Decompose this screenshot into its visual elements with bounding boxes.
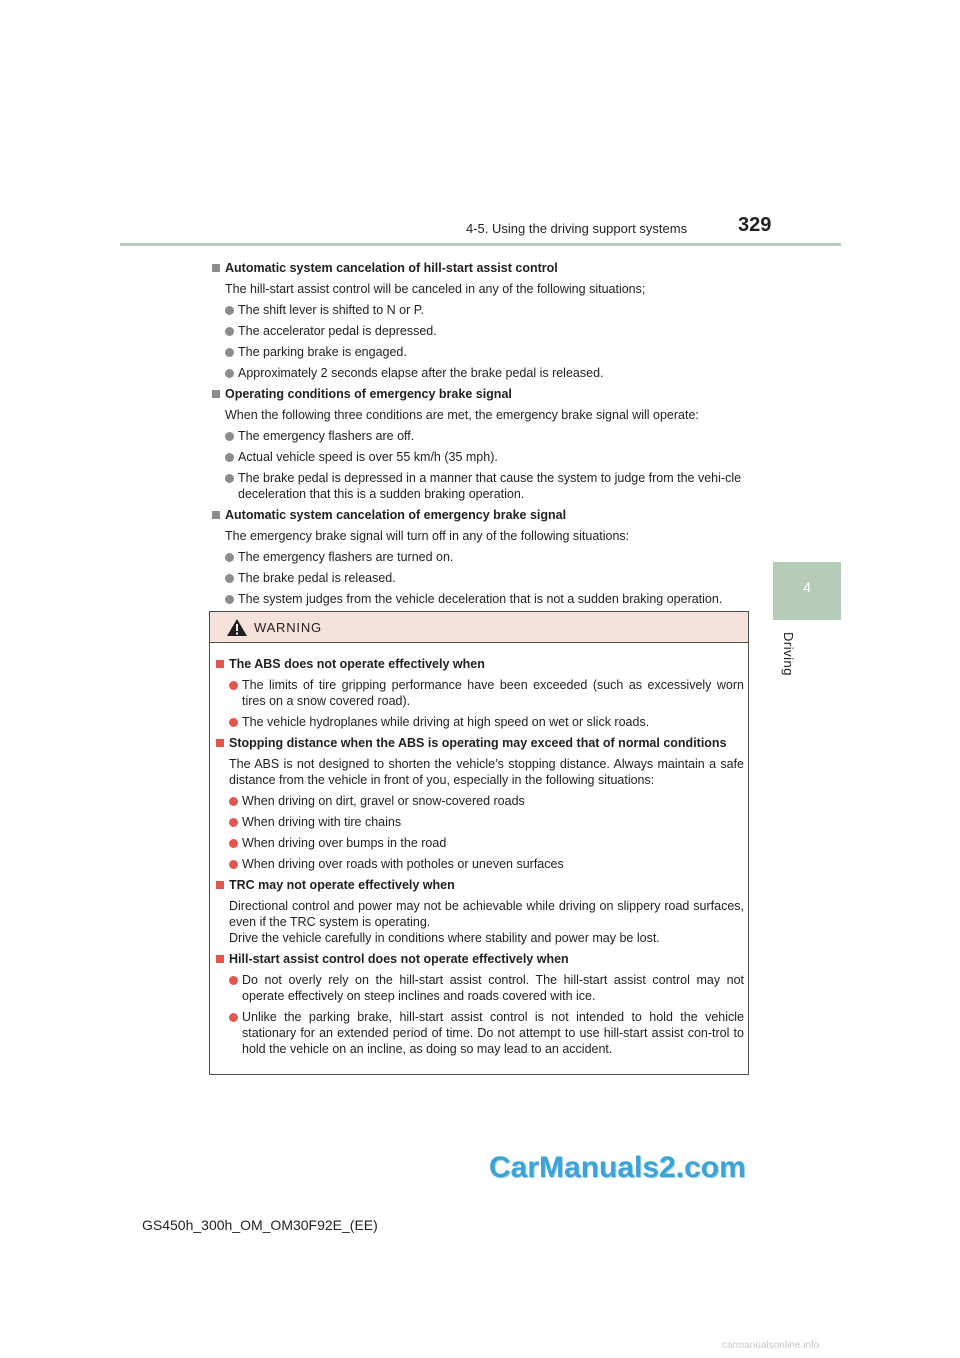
section-intro: The hill-start assist control will be canceled in any of the following situations; [225, 282, 646, 296]
warning-section-heading: Stopping distance when the ABS is operating may exceed that of normal conditions [210, 735, 744, 751]
warning-section-heading: Hill-start assist control does not operate effectively when [210, 951, 744, 967]
warning-section-intro: Drive the vehicle carefully in conditions where stability and power may be lost. [229, 931, 660, 945]
list-item: Actual vehicle speed is over 55 km/h (35 mph). [210, 449, 750, 465]
chapter-tab-number: 4 [803, 579, 811, 595]
header-title: 4-5. Using the driving support systems [466, 221, 688, 236]
list-item: When driving over bumps in the road [210, 835, 744, 851]
list-item: The system judges from the vehicle deceleration that is not a sudden braking operation. [210, 591, 750, 607]
list-item: The parking brake is engaged. [210, 344, 750, 360]
section-heading: Operating conditions of emergency brake signal [210, 386, 750, 402]
list-item: The vehicle hydroplanes while driving at high speed on wet or slick roads. [210, 714, 744, 730]
list-item: When driving over roads with potholes or uneven surfaces [210, 856, 744, 872]
header-rule [120, 243, 841, 246]
list-item: The shift lever is shifted to N or P. [210, 302, 750, 318]
section-intro: When the following three conditions are met, the emergency brake signal will operate: [225, 408, 699, 422]
list-item: Do not overly rely on the hill-start assist control. The hill-start assist control may not operate effectively on steep inclines and roads covered with ice. [210, 972, 744, 1004]
bottom-watermark: carmanualsonline.info [722, 1340, 820, 1351]
list-item: The limits of tire gripping performance have been exceeded (such as excessively worn tires on a snow covered road). [210, 677, 744, 709]
list-item: The accelerator pedal is depressed. [210, 323, 750, 339]
section-heading: Automatic system cancelation of emergency brake signal [210, 507, 750, 523]
warning-triangle-icon [226, 618, 248, 637]
section-heading: Automatic system cancelation of hill-start assist control [210, 260, 750, 276]
warning-section-heading: TRC may not operate effectively when [210, 877, 744, 893]
list-item: Approximately 2 seconds elapse after the brake pedal is released. [210, 365, 750, 381]
section-intro: The emergency brake signal will turn off in any of the following situations: [225, 529, 630, 543]
warning-header [210, 612, 748, 643]
warning-box [209, 611, 749, 1075]
page-number: 329 [738, 214, 772, 236]
list-item: Unlike the parking brake, hill-start assist control is not intended to hold the vehicle stationary for an extended period of time. Do not attempt to use hill-start assist con-trol to hold the vehicle on an incline, as doing so may lead to an accident. [210, 1009, 744, 1057]
watermark-logo: CarManuals2.com [489, 1151, 746, 1184]
list-item: The emergency flashers are off. [210, 428, 750, 444]
list-item: When driving on dirt, gravel or snow-covered roads [210, 793, 744, 809]
list-item: The emergency flashers are turned on. [210, 549, 750, 565]
list-item: When driving with tire chains [210, 814, 744, 830]
warning-section-heading: The ABS does not operate effectively when [210, 656, 744, 672]
chapter-tab-label: Driving [781, 632, 796, 676]
list-item: The brake pedal is depressed in a manner that cause the system to judge from the vehi-cle deceleration that this is a sudden braking operation. [210, 470, 750, 502]
main-content [210, 255, 750, 607]
list-item: The brake pedal is released. [210, 570, 750, 586]
warning-label: WARNING [254, 620, 322, 635]
chapter-tab [773, 562, 841, 620]
warning-section-intro: Directional control and power may not be achievable while driving on slippery road surfaces, even if the TRC system is operating. [229, 899, 744, 929]
warning-section-intro: The ABS is not designed to shorten the vehicle’s stopping distance. Always maintain a safe distance from the vehicle in front of you, especially in the following situations: [229, 757, 744, 787]
warning-body [210, 651, 744, 1057]
footer-code: GS450h_300h_OM_OM30F92E_(EE) [142, 1217, 378, 1233]
